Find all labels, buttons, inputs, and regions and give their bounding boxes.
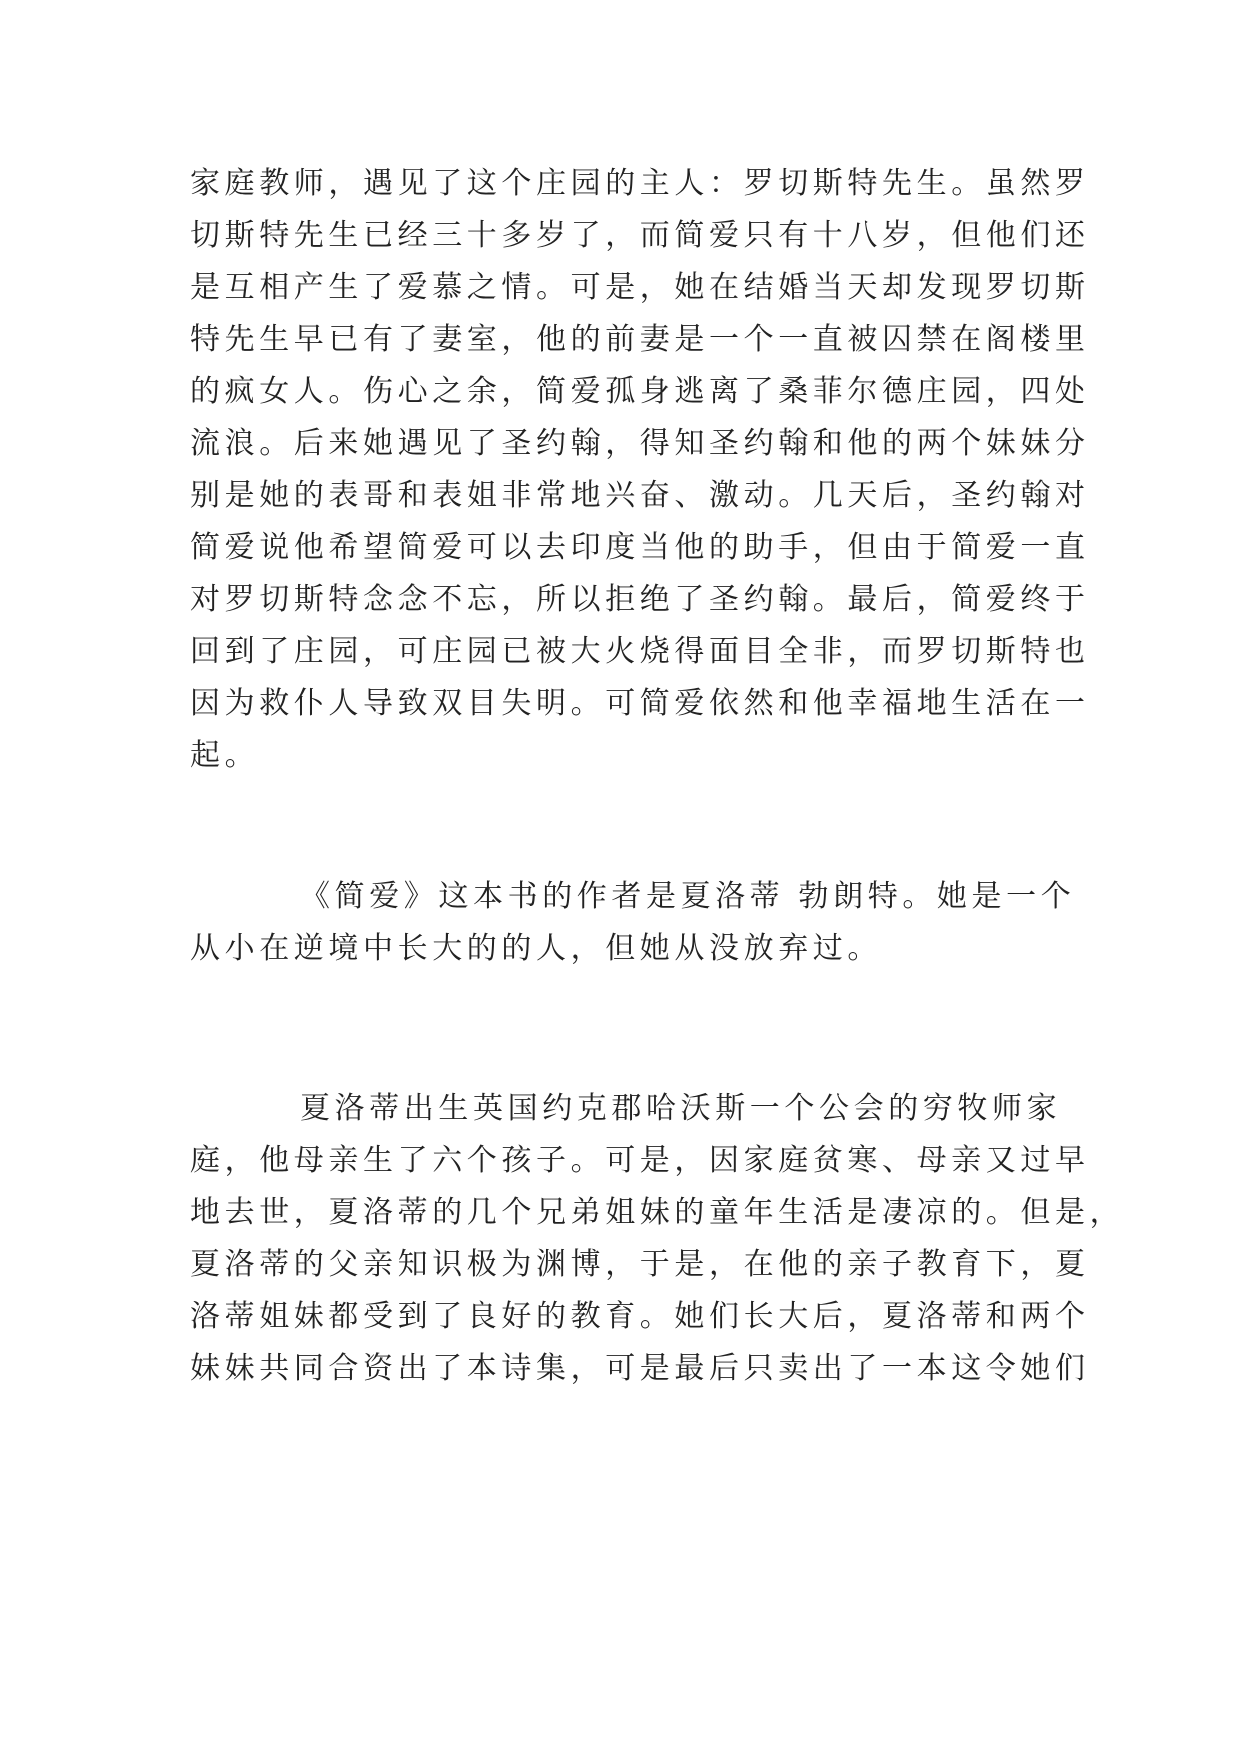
paragraph-1-line: 简爱说他希望简爱可以去印度当他的助手，但由于简爱一直 xyxy=(190,530,1090,565)
paragraph-1-line: 因为救仆人导致双目失明。可简爱依然和他幸福地生活在一 xyxy=(190,686,1090,721)
paragraph-3-line: 地去世，夏洛蒂的几个兄弟姐妹的童年生活是凄凉的。但是， xyxy=(190,1195,1125,1230)
paragraph-3-line: 庭，他母亲生了六个孩子。可是，因家庭贫寒、母亲又过早 xyxy=(190,1143,1090,1178)
paragraph-3-line: 洛蒂姐妹都受到了良好的教育。她们长大后，夏洛蒂和两个 xyxy=(190,1299,1090,1334)
paragraph-1-line: 流浪。后来她遇见了圣约翰，得知圣约翰和他的两个妹妹分 xyxy=(190,426,1090,461)
paragraph-1-line: 特先生早已有了妻室，他的前妻是一个一直被囚禁在阁楼里 xyxy=(190,322,1090,357)
paragraph-1-line: 别是她的表哥和表姐非常地兴奋、激动。几天后，圣约翰对 xyxy=(190,478,1090,513)
paragraph-1-line: 对罗切斯特念念不忘，所以拒绝了圣约翰。最后，简爱终于 xyxy=(190,582,1090,617)
paragraph-1-line: 回到了庄园，可庄园已被大火烧得面目全非，而罗切斯特也 xyxy=(190,634,1090,669)
paragraph-3-line: 妹妹共同合资出了本诗集，可是最后只卖出了一本这令她们 xyxy=(190,1351,1090,1386)
paragraph-3-line: 夏洛蒂出生英国约克郡哈沃斯一个公会的穷牧师家 xyxy=(300,1091,1062,1126)
paragraph-1-line: 是互相产生了爱慕之情。可是，她在结婚当天却发现罗切斯 xyxy=(190,270,1090,305)
paragraph-2-line: 从小在逆境中长大的的人，但她从没放弃过。 xyxy=(190,931,882,966)
paragraph-2-line: 《简爱》这本书的作者是夏洛蒂 勃朗特。她是一个 xyxy=(300,879,1076,914)
paragraph-1-line: 的疯女人。伤心之余，简爱孤身逃离了桑菲尔德庄园，四处 xyxy=(190,374,1090,409)
paragraph-1-line: 起。 xyxy=(190,738,260,773)
paragraph-1-line: 切斯特先生已经三十多岁了，而简爱只有十八岁，但他们还 xyxy=(190,218,1090,253)
paragraph-3-line: 夏洛蒂的父亲知识极为渊博，于是，在他的亲子教育下，夏 xyxy=(190,1247,1090,1282)
paragraph-1-line: 家庭教师，遇见了这个庄园的主人：罗切斯特先生。虽然罗 xyxy=(190,166,1090,201)
